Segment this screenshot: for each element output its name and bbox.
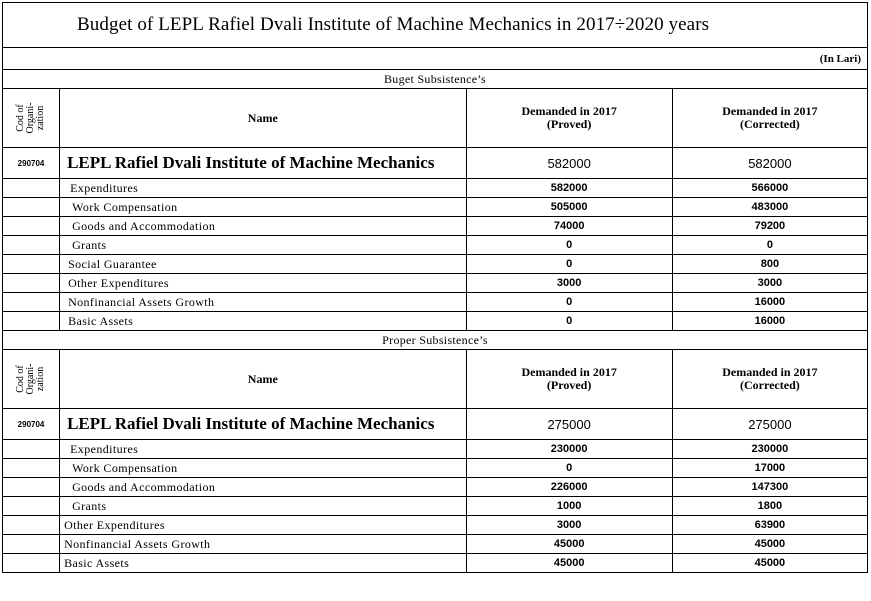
table-row [3,274,868,293]
org-name: LEPL Rafiel Dvali Institute of Machine Mechanics [60,409,466,440]
org-name: LEPL Rafiel Dvali Institute of Machine Mechanics [60,148,466,179]
row-name: Other Expenditures [60,274,466,293]
row-proved: 0 [466,255,672,274]
section-title-budget: Buget Subsistence’s [2,70,868,88]
code-header [3,350,60,409]
code-header-line: zation [35,105,47,131]
proved-header-line: (Proved) [546,117,592,131]
row-proved: 0 [466,293,672,312]
row-corrected: 483000 [672,198,867,217]
table-header-row [3,350,868,409]
row-name: Nonfinancial Assets Growth [60,535,466,554]
row-corrected: 63900 [672,516,867,535]
document-title: Budget of LEPL Rafiel Dvali Institute of Machine Mechanics in 2017÷2020 years [77,14,710,35]
corrected-header [672,350,867,409]
budget-document [2,2,868,573]
row-proved: 226000 [466,478,672,497]
code-header-line: Organi- [25,102,37,134]
row-proved: 74000 [466,217,672,236]
table-row [3,478,868,497]
proved-header-line: (Proved) [546,378,592,392]
row-corrected: 17000 [672,459,867,478]
row-proved: 45000 [466,554,672,573]
table-row [3,179,868,198]
row-proved: 45000 [466,535,672,554]
proved-header-line: Demanded in 2017 [521,104,617,118]
row-proved: 3000 [466,516,672,535]
row-corrected: 79200 [672,217,867,236]
row-name: Goods and Accommodation [60,217,466,236]
row-proved: 1000 [466,497,672,516]
table-row [3,440,868,459]
row-name: Basic Assets [60,312,466,331]
table-row [3,554,868,573]
code-header-line: Cod of [15,104,27,132]
proved-header-line: Demanded in 2017 [521,365,617,379]
row-corrected: 3000 [672,274,867,293]
corrected-header-line: Demanded in 2017 [722,104,818,118]
row-corrected: 800 [672,255,867,274]
table-row [3,236,868,255]
title-row [2,2,868,48]
table-row [3,497,868,516]
section-title-proper: Proper Subsistence’s [2,331,868,349]
row-corrected: 230000 [672,440,867,459]
row-corrected: 16000 [672,293,867,312]
budget-subsistence-table [2,88,868,331]
org-row [3,148,868,179]
row-name: Other Expenditures [60,516,466,535]
table-row [3,217,868,236]
table-header-row [3,89,868,148]
name-header: Name [60,89,466,148]
row-proved: 505000 [466,198,672,217]
code-header-line: Organi- [25,363,37,395]
currency-unit: (In Lari) [819,53,861,65]
corrected-header [672,89,867,148]
corrected-header-line: (Corrected) [740,378,800,392]
unit-row [2,48,868,70]
code-header-line: zation [35,366,47,392]
row-corrected: 1800 [672,497,867,516]
table-row [3,293,868,312]
org-row [3,409,868,440]
row-name: Work Compensation [60,459,466,478]
corrected-header-line: Demanded in 2017 [722,365,818,379]
table-row [3,255,868,274]
name-header: Name [60,350,466,409]
row-corrected: 16000 [672,312,867,331]
row-name: Goods and Accommodation [60,478,466,497]
org-code: 290704 [3,409,60,440]
org-corrected: 275000 [672,409,867,440]
org-proved: 582000 [466,148,672,179]
table-row [3,312,868,331]
row-corrected: 0 [672,236,867,255]
row-proved: 0 [466,236,672,255]
row-corrected: 147300 [672,478,867,497]
proved-header [466,350,672,409]
org-code: 290704 [3,148,60,179]
row-proved: 0 [466,312,672,331]
corrected-header-line: (Corrected) [740,117,800,131]
row-name: Expenditures [60,179,466,198]
proved-header [466,89,672,148]
row-name: Expenditures [60,440,466,459]
proper-subsistence-table [2,349,868,573]
table-row [3,198,868,217]
row-proved: 582000 [466,179,672,198]
code-header [3,89,60,148]
row-corrected: 566000 [672,179,867,198]
table-row [3,459,868,478]
org-corrected: 582000 [672,148,867,179]
row-name: Grants [60,497,466,516]
table-row [3,516,868,535]
row-corrected: 45000 [672,554,867,573]
org-proved: 275000 [466,409,672,440]
code-header-line: Cod of [15,365,27,393]
row-proved: 3000 [466,274,672,293]
row-name: Nonfinancial Assets Growth [60,293,466,312]
row-name: Work Compensation [60,198,466,217]
row-proved: 0 [466,459,672,478]
row-name: Basic Assets [60,554,466,573]
table-row [3,535,868,554]
row-proved: 230000 [466,440,672,459]
row-corrected: 45000 [672,535,867,554]
row-name: Grants [60,236,466,255]
row-name: Social Guarantee [60,255,466,274]
